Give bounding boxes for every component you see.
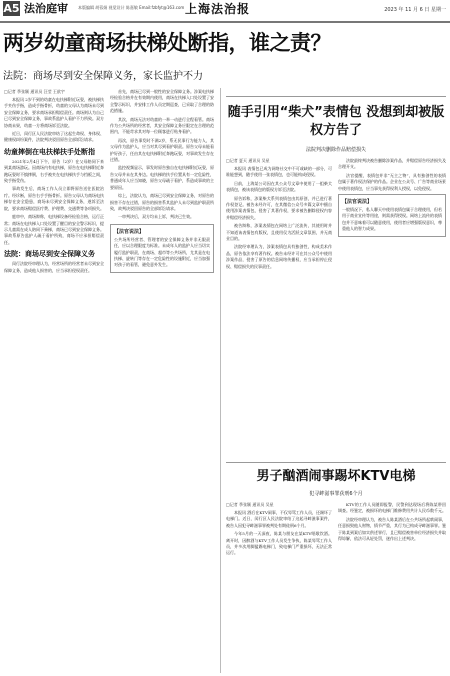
story-divider [226, 462, 446, 463]
lead-column-1 [4, 89, 104, 673]
right-story-1-byline: □记者 夏天 通讯员 吴星 [226, 158, 270, 163]
lead-section-heading: 幼童摔倒在电扶梯扶手处断指 [4, 147, 95, 156]
article-paragraph: 监控视频显示，事发时原告独自在电扶梯附近玩耍，原告父母并未在其身边。电扶梯的扶手位置具有一定危险性，普通成年人应当知晓，原告父母疏于看护，系造成事故的主要原因。 [110, 165, 214, 190]
article-paragraph: 本报讯 2岁不到的幼童在电扶梯附近玩耍，被扶梯扶手夹伤手指，造成手指骨折，幼童的父母认为商场未尽到安全保障义务，要求商场承担赔偿责任。商场则认为自己已尽到安全保障义务，事故系监护人看护不力所致。双方协商未果，幼童一方将商场诉至法院。 [4, 97, 104, 128]
article-paragraph: 综上，法院认为，商场已尽到安全保障义务，对原告的损害不存在过错，原告的损害系其监护人未尽到监护职责所致，故判决驳回原告的全部诉讼请求。 [110, 193, 214, 211]
lead-headline: 两岁幼童商场扶梯处断指，谁之责？ [3, 31, 331, 55]
article-paragraph: KTV的工作人员随即报警，民警到达现场后将陈某带回调查。经鉴定，被损坏的电梯门维修费用共计人民币数千元。 [338, 502, 446, 514]
right-story-2-headline: 男子酗酒闹事踢坏KTV电梯 [256, 469, 416, 484]
article-paragraph: 闵行法院经审理认为，经营场所的经营者未尽到安全保障义务，造成他人损害的，应当承担侵权责任。 [4, 261, 104, 273]
article-paragraph: 今年5月的一天深夜，陈某与朋友在某KTV唱歌饮酒。离开时，因醉酒与KTV工作人员发生争执，陈某辱骂工作人员，并多次用脚猛踢电梯门，致电梯门严重损坏，无法正常运行。 [226, 531, 332, 556]
article-paragraph: 原告诉称，涉案柴犬系列表情包由其原创，并已进行著作权登记。被告未经许可，在其微信公众号多篇文章中擅自使用涉案表情包，侵害了其著作权，要求被告删除侵权内容并赔偿经济损失。 [226, 195, 332, 220]
lead-section-heading: 法院：商场尽到安全保障义务 [4, 250, 95, 259]
page-number-badge: A5 [3, 2, 20, 15]
right-story-2-column-2 [338, 502, 446, 673]
right-story-2-byline: □记者 季张颖 通讯员 吴星 [226, 502, 274, 507]
article-paragraph: 事故发生后，商场工作人员立即将原告送往医院治疗。经诊断，原告右手手指骨折。原告父母认为商场电扶梯存在安全隐患，商场未尽到安全保障义务，遂诉至法院，要求商场赔偿医疗费、护理费、交通费等各项损失。 [4, 186, 104, 211]
article-paragraph: 其次，商场无法对幼童的一举一动进行全程看管。商场作为公共场所的经营者，其安全保障义务应限定在合理的范围内，不能苛求其对每一位顾客进行贴身看护。 [110, 116, 214, 135]
commentary-title: 【法官说法】 [342, 199, 373, 206]
right-story-1-column-2 [338, 158, 446, 458]
article-paragraph: 法官提醒，表情包并非“无主之物”，具有独创性的表情包属于著作权法保护的作品。企业在公众号、广告等商业场景中使用表情包，应当事先获得权利人授权，以免侵权。 [338, 172, 446, 191]
article-paragraph: 庭审中，商场辩称，电扶梯设备经检验合格，运行正常；商场在电扶梯入口处设置了醒目的安全警示标识，提示儿童需在成人陪同下乘梯，商场已尽到安全保障义务。事故系原告监护人疏于看护所致，商场不应承担赔偿责任。 [4, 214, 104, 245]
masthead [0, 0, 450, 23]
article-paragraph: 法院最终判决被告删除涉案作品，并赔偿原告经济损失及合理开支。 [338, 158, 446, 170]
article-paragraph: 近日，闵行区人民法院审结了这起生命权、身体权、健康权纠纷案件，法院判决驳回原告全部诉讼请求。 [4, 131, 104, 143]
column-divider [220, 88, 221, 673]
article-paragraph: 再次，原告事发时不满2岁，系无民事行为能力人，其父母作为监护人，应当对其尽到看护职责。原告父母未能看护好孩子，任由其在电扶梯附近奔跑玩耍，对事故发生存在过错。 [110, 137, 214, 163]
article-paragraph: 首先，商场已尽到一般性的安全保障义务。涉案电扶梯经检验合格并在有效期内使用，商场在扶梯入口处设置了安全警示标识，并安排工作人员定期巡查，已采取了合理的防范措施。 [110, 89, 214, 114]
lead-byline: □记者 季张颖 通讯员 汪莹 王歆宇 [4, 89, 65, 94]
judge-commentary-title: 【法官说法】 [114, 228, 145, 235]
right-story-1-commentary-box [338, 194, 446, 237]
issue-date: 2023 年 11 月 6 日 星期一 [384, 7, 446, 13]
commentary-text: 一般情况下，私人聊天中使用表情包属于合理使用，但若用于商业宣传等用途，则需获得授权。网络上流传的表情包并不意味着可以随意使用，使用者应增强版权意识，尊重他人的智力成果。 [342, 207, 442, 232]
editor-credits: 本版编辑 胡蓉娟 视觉设计 陈嘉敏 Email:fzbfyt@163.com [78, 5, 185, 10]
article-paragraph: 法院经审理认为，涉案表情包具有独创性，构成美术作品，原告依法享有著作权。被告未经许可在其公众号中使用涉案作品，侵害了原告的信息网络传播权，应当承担停止侵权、赔偿损失的民事责任。 [226, 244, 332, 269]
right-story-1-headline: 随手引用“柴犬”表情包 没想到却被版权方告了 [227, 105, 445, 138]
right-story-2-column-1 [226, 502, 332, 673]
article-paragraph: 本报讯 表情包已成为网络社交中不可或缺的一部分，可谁能想到，随手使用一张表情包，也可能构成侵权。 [226, 166, 332, 178]
article-paragraph: 一审判决后，双方均未上诉，判决已生效。 [118, 214, 194, 220]
lead-column-2 [110, 89, 214, 673]
article-paragraph: 2021年2月4日下午，原告（2岁）在父母陪同下来到某商场游玩。因商场内有电扶梯，原告在电扶梯附近奔跑玩耍时不慎摔倒，右手被夹在电扶梯扶手与挡板之间，致手指受伤。 [4, 158, 104, 184]
article-paragraph: 本报讯 酒后在KTV闹事，不仅辱骂工作人员，还踢坏了电梯门。近日，闵行区人民法院审结了这起寻衅滋事案件，被告人因犯寻衅滋事罪被判处有期徒刑6个月。 [226, 510, 332, 528]
right-story-1-subhead: 法院判决删除作品赔偿损失 [305, 147, 366, 153]
story-divider [226, 96, 446, 97]
lead-subhead: 法院：商场尽到安全保障义务，家长监护不力 [3, 71, 203, 82]
article-paragraph: 被告辩称，涉案表情包在网络上广泛流传，其使用时并不知道该表情包有版权，且使用仅为活跃文章氛围，并无商业目的。 [226, 223, 332, 242]
judge-commentary-box [110, 224, 214, 273]
judge-commentary-text: 公共场所经营者、管理者的安全保障义务并非无限责任，应以合理限度为标准。未成年人的监护人应当切实履行监护职责，在商场、超市等公共场所，尤其是在电扶梯、旋转门等存在一定危险性的设施附近，应当加强对孩子的看管，避免意外发生。 [114, 236, 210, 268]
newspaper-logo: 上海法治报 [185, 2, 251, 16]
right-story-2-subhead: 犯寻衅滋事罪获刑6个月 [309, 491, 363, 497]
section-title: 法治庭审 [24, 2, 68, 15]
article-paragraph: 日前，上海某公司因在其公众号文章中使用了一组柴犬表情包，被该表情包的版权方诉至法院。 [226, 180, 332, 193]
right-story-1-column-1 [226, 158, 332, 458]
article-paragraph: 法院经审理认为，被告人陈某酒后在公共场所起哄闹事，任意损毁他人财物，情节严重，其行为已构成寻衅滋事罪。鉴于陈某到案后如实供述罪行，且已赔偿被害单位经济损失并取得谅解，依法可从轻处罚，遂作出上述判决。 [338, 516, 446, 542]
